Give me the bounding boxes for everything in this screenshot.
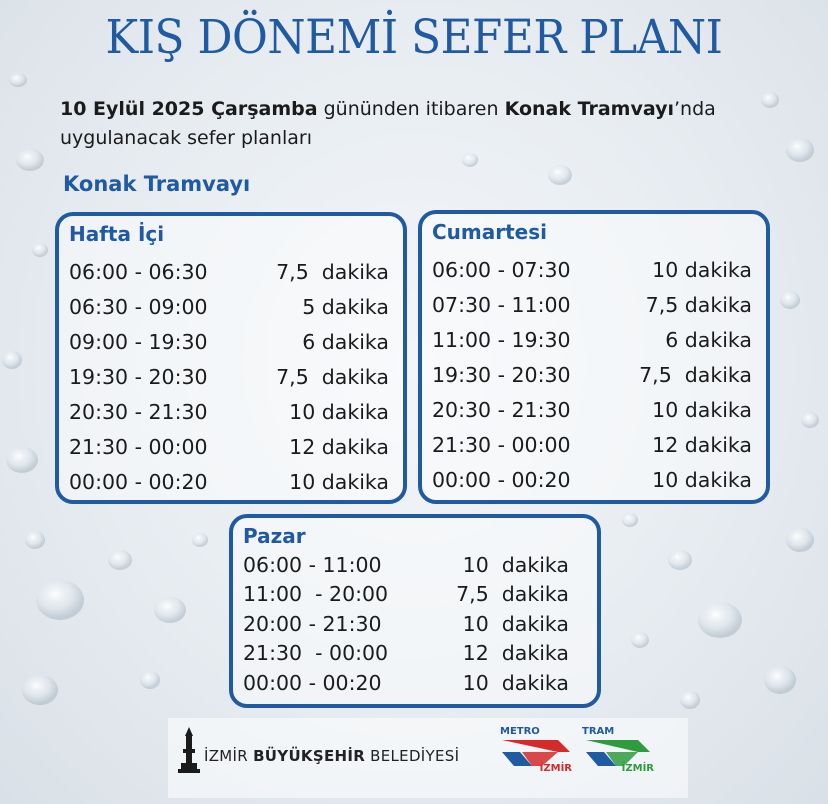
schedule-row xyxy=(243,609,569,639)
municipality-bold: BÜYÜKŞEHİR xyxy=(253,747,366,765)
weekday-title: Hafta İçi xyxy=(69,222,165,246)
schedule-row xyxy=(69,324,389,359)
frequency: 10 dakika xyxy=(462,670,569,695)
line-title: Konak Tramvayı xyxy=(63,172,251,196)
schedule-row xyxy=(69,359,389,394)
frequency: 7,5 dakika xyxy=(276,259,389,284)
schedule-row xyxy=(243,580,569,610)
time-range: 09:00 - 19:30 xyxy=(69,329,208,354)
sunday-title: Pazar xyxy=(243,524,306,548)
schedule-row xyxy=(432,252,752,287)
weekday-rows xyxy=(69,254,389,499)
intro-date: 10 Eylül 2025 Çarşamba xyxy=(60,98,318,120)
time-range: 07:30 - 11:00 xyxy=(432,292,571,317)
tram-logo xyxy=(580,726,656,774)
time-range: 19:30 - 20:30 xyxy=(69,364,208,389)
schedule-row xyxy=(69,289,389,324)
frequency: 5 dakika xyxy=(302,294,389,319)
frequency: 6 dakika xyxy=(302,329,389,354)
time-range: 06:00 - 11:00 xyxy=(243,552,382,577)
frequency: 7,5 dakika xyxy=(276,364,389,389)
time-range: 20:30 - 21:30 xyxy=(432,397,571,422)
time-range: 20:30 - 21:30 xyxy=(69,399,208,424)
metro-label: METRO xyxy=(500,726,540,737)
schedule-row xyxy=(432,427,752,462)
time-range: 11:00 - 19:30 xyxy=(432,327,571,352)
frequency: 12 dakika xyxy=(289,434,389,459)
schedule-row xyxy=(69,429,389,464)
time-range: 00:00 - 00:20 xyxy=(243,670,382,695)
intro-text-part2: ’nda uygulanacak sefer planları xyxy=(60,98,716,149)
schedule-row xyxy=(243,550,569,580)
time-range: 21:30 - 00:00 xyxy=(69,434,208,459)
intro-text xyxy=(60,95,780,153)
weekday-schedule-panel xyxy=(55,212,407,504)
time-range: 21:30 - 00:00 xyxy=(432,432,571,457)
time-range: 06:30 - 09:00 xyxy=(69,294,208,319)
sunday-rows xyxy=(243,550,569,698)
frequency: 7,5 dakika xyxy=(639,362,752,387)
time-range: 19:30 - 20:30 xyxy=(432,362,571,387)
frequency: 10 dakika xyxy=(289,399,389,424)
saturday-rows xyxy=(432,252,752,497)
schedule-row xyxy=(69,464,389,499)
intro-text-part1: gününden itibaren xyxy=(317,98,505,120)
schedule-row xyxy=(432,287,752,322)
time-range: 00:00 - 00:20 xyxy=(432,467,571,492)
time-range: 06:00 - 07:30 xyxy=(432,257,571,282)
intro-line: Konak Tramvayı xyxy=(504,98,674,120)
schedule-row xyxy=(432,322,752,357)
schedule-row xyxy=(432,462,752,497)
schedule-row xyxy=(243,668,569,698)
schedule-row xyxy=(69,394,389,429)
frequency: 7,5 dakika xyxy=(456,582,569,607)
frequency: 6 dakika xyxy=(665,327,752,352)
page-title: KIŞ DÖNEMİ SEFER PLANI xyxy=(105,10,723,65)
saturday-title: Cumartesi xyxy=(432,220,547,244)
frequency: 7,5 dakika xyxy=(645,292,752,317)
metro-logo xyxy=(498,726,574,774)
clock-tower-logo-icon xyxy=(176,727,202,773)
time-range: 06:00 - 06:30 xyxy=(69,259,208,284)
sunday-schedule-panel xyxy=(229,514,601,708)
tram-label: TRAM xyxy=(582,726,615,737)
municipality-suffix: BELEDİYESİ xyxy=(365,747,460,765)
frequency: 10 dakika xyxy=(652,257,752,282)
time-range: 21:30 - 00:00 xyxy=(243,641,389,666)
tram-city: İZMİR xyxy=(621,763,654,774)
frequency: 10 dakika xyxy=(289,469,389,494)
frequency: 10 dakika xyxy=(652,467,752,492)
frequency: 10 dakika xyxy=(652,397,752,422)
municipality-prefix: İZMİR xyxy=(204,747,254,765)
metro-city: İZMİR xyxy=(539,763,572,774)
schedule-row xyxy=(69,254,389,289)
frequency: 10 dakika xyxy=(462,552,569,577)
municipality-name xyxy=(204,747,459,765)
schedule-row xyxy=(432,392,752,427)
frequency: 12 dakika xyxy=(462,641,569,666)
time-range: 20:00 - 21:30 xyxy=(243,611,382,636)
schedule-row xyxy=(243,639,569,669)
frequency: 12 dakika xyxy=(652,432,752,457)
time-range: 11:00 - 20:00 xyxy=(243,582,389,607)
frequency: 10 dakika xyxy=(462,611,569,636)
saturday-schedule-panel xyxy=(418,210,770,504)
time-range: 00:00 - 00:20 xyxy=(69,469,208,494)
schedule-row xyxy=(432,357,752,392)
